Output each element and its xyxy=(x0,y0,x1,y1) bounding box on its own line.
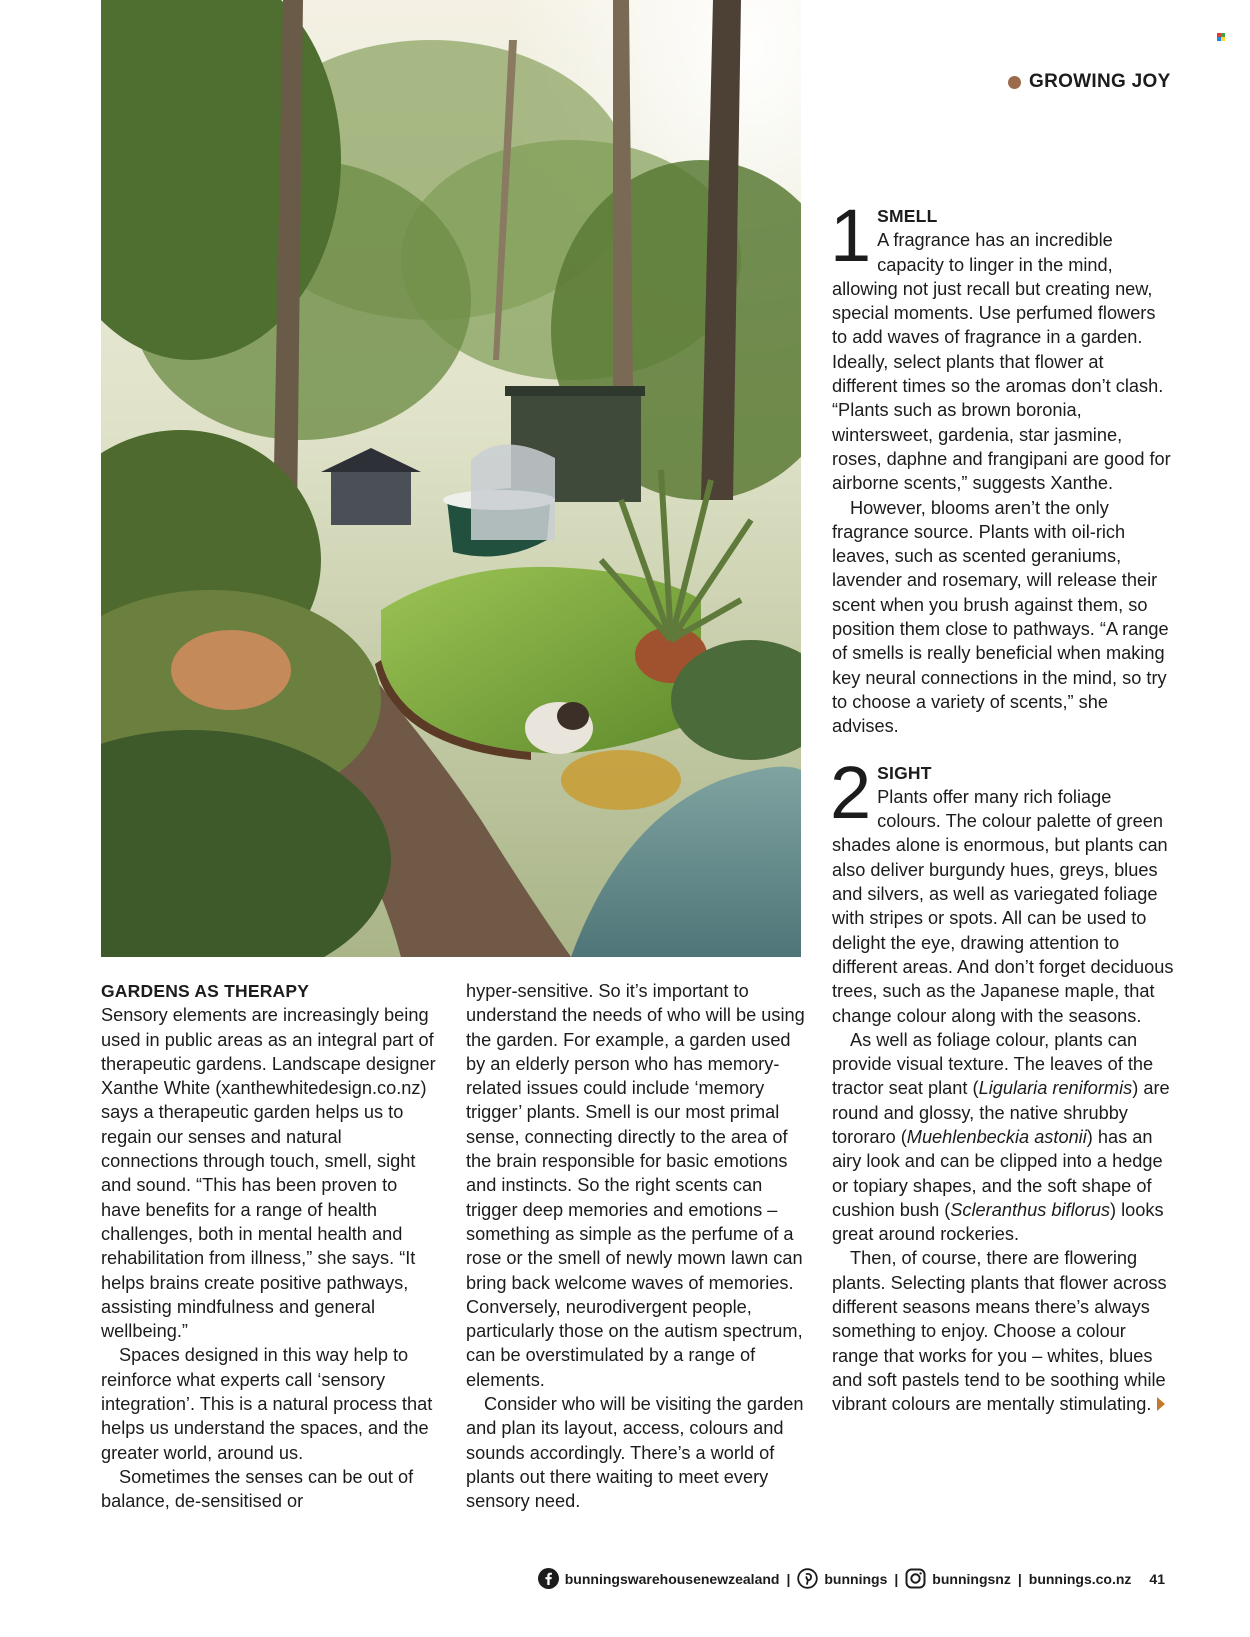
paragraph: A fragrance has an incredible capacity to linger in the mind, allowing not just recall but creating new, special moments. Use perfumed flowers to add waves of fragrance in a garden. Ideally, select plants that flower at different times so the aromas don’t clash. “Plants such as brown boronia, wintersweet, gardenia, star jasmine, roses, daphne and frangipani are good for airborne scents,” suggests Xanthe. xyxy=(832,230,1171,494)
pinterest-icon[interactable] xyxy=(797,1568,818,1589)
separator: | xyxy=(786,1570,791,1587)
latin-name: Ligularia reniformis xyxy=(978,1078,1133,1099)
paragraph: However, blooms aren’t the only fragrance source. Plants with oil-rich leaves, such as scented geraniums, lavender and rosemary, will release their scent when you brush against them, so position them close to pathways. “A range of smells is really beneficial when making key neural connections in the mind, so try to choose a variety of scents,” she advises. xyxy=(832,497,1169,737)
page-number: 41 xyxy=(1149,1570,1165,1587)
sight-number: 2 xyxy=(830,750,872,834)
paragraph: Spaces designed in this way help to reinforce what experts call ‘sensory integration’. This is a natural process that helps us understand the spaces, and the greater world, around us. xyxy=(101,1345,433,1463)
facebook-handle[interactable]: bunningswarehousenewzealand xyxy=(564,1570,780,1587)
bullet-dot-icon xyxy=(1008,76,1021,89)
paragraph: hyper-sensitive. So it’s important to understand the needs of who will be using the garden. For example, a garden used by an elderly person who has memory-related issues could include ‘memory trigger’ plants. Smell is our most primal sense, connecting directly to the area of the brain responsible for basic emotions and instincts. So the right scents can trigger deep memories and emotions – something as simple as the perfume of a rose or the smell of newly mown lawn can bring back welcome waves of memories. Conversely, neurodivergent people, particularly those on the autism spectrum, can be overstimulated by a range of elements. xyxy=(466,981,805,1390)
website-link[interactable]: bunnings.co.nz xyxy=(1028,1570,1132,1587)
paragraph: As well as foliage colour, plants can provide visual texture. The leaves of the tractor seat plant (Ligularia reniformis) are round and glossy, the native shrubby tororaro (Muehlenbeckia astonii) has an airy look and can be clipped into a hedge or topiary shapes, and the soft shape of cushion bush (Scleranthus biflorus) looks great around rockeries. xyxy=(832,1029,1170,1245)
separator: | xyxy=(894,1570,899,1587)
smell-section xyxy=(830,194,1174,739)
latin-name: Muehlenbeckia astonii xyxy=(906,1126,1087,1147)
column-right xyxy=(830,194,1174,1417)
column-middle xyxy=(466,979,811,1514)
separator: | xyxy=(1017,1570,1022,1587)
column-left xyxy=(101,979,441,1514)
therapy-heading: GARDENS AS THERAPY xyxy=(101,981,310,1001)
paragraph: Sometimes the senses can be out of balance, de-sensitised or xyxy=(101,1466,414,1512)
section-header xyxy=(1008,71,1171,93)
facebook-icon[interactable] xyxy=(538,1568,559,1589)
smell-heading: SMELL xyxy=(877,206,938,226)
section-title: GROWING JOY xyxy=(1029,71,1171,92)
paragraph: Then, of course, there are flowering plants. Selecting plants that flower across different seasons means there’s always something to enjoy. Choose a colour range that works for you – whites, blues and soft pastels tend to be soothing while vibrant colours are mentally stimulating. xyxy=(832,1248,1167,1415)
instagram-handle[interactable]: bunningsnz xyxy=(932,1570,1011,1587)
garden-photo xyxy=(101,0,801,957)
paragraph: Plants offer many rich foliage colours. The colour palette of green shades alone is enormous, but plants can also deliver burgundy hues, greys, blues and silvers, as well as variegated foliage with stripes or spots. All can be used to delight the eye, drawing attention to different areas. And don’t forget deciduous trees, such as the Japanese maple, that change colour along with the seasons. xyxy=(832,786,1174,1026)
sight-section xyxy=(830,750,1174,1417)
paragraph: Consider who will be visiting the garden and plan its layout, access, colours and sounds accordingly. There’s a world of plants out there waiting to meet every sensory need. xyxy=(466,1394,804,1512)
footer-bar xyxy=(0,1568,1165,1589)
sight-heading: SIGHT xyxy=(877,762,932,783)
garden-illustration xyxy=(101,0,801,957)
latin-name: Scleranthus biflorus xyxy=(950,1199,1111,1220)
corner-mark-icon xyxy=(1217,33,1225,41)
end-arrow-icon xyxy=(1157,1397,1165,1411)
pinterest-handle[interactable]: bunnings xyxy=(824,1570,888,1587)
instagram-icon[interactable] xyxy=(905,1568,926,1589)
paragraph: Sensory elements are increasingly being used in public areas as an integral part of therapeutic gardens. Landscape designer Xanthe White (xanthewhitedesign.co.nz) says a therapeutic garden helps us to regain our senses and natural connections through touch, smell, sight and sound. “This has been proven to have benefits for a range of health challenges, both in mental health and rehabilitation from illness,” she says. “It helps brains create positive pathways, assisting mindfulness and general wellbeing.” xyxy=(101,1005,436,1342)
smell-number: 1 xyxy=(830,194,872,277)
